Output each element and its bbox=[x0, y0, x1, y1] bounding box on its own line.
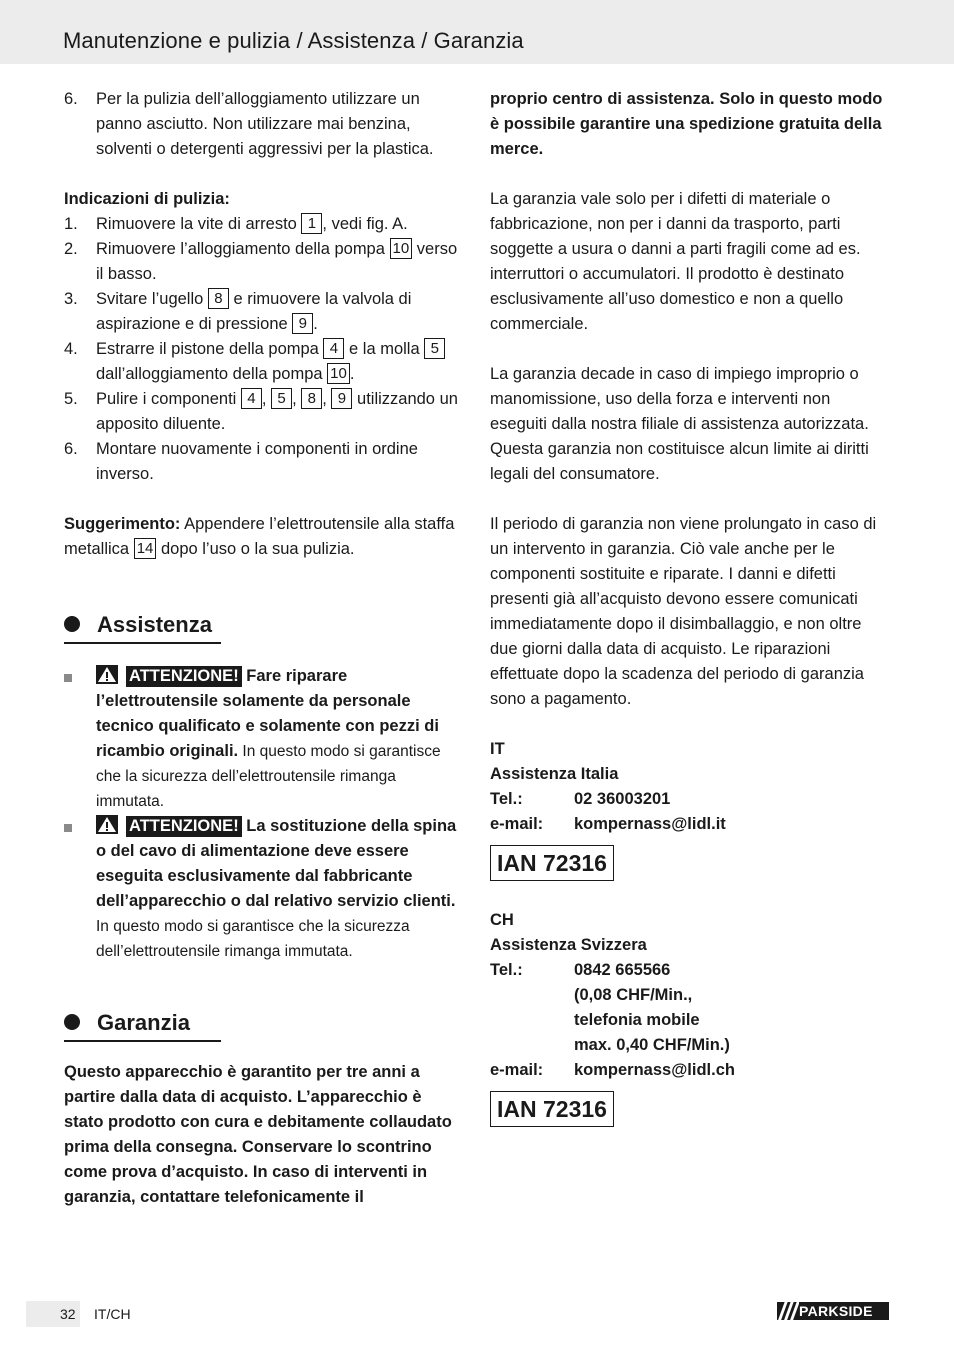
cleaning-step-1: 1. Rimuovere la vite di arresto 1 , vedi fig. A. bbox=[64, 215, 408, 233]
ref-box: 10 bbox=[390, 238, 413, 259]
attention-badge: ATTENZIONE! bbox=[126, 666, 242, 687]
language-code: IT/CH bbox=[94, 1306, 131, 1322]
ref-box: 8 bbox=[301, 388, 322, 409]
brand-logo: PARKSIDE bbox=[777, 1302, 889, 1320]
square-bullet-icon bbox=[64, 824, 72, 832]
bullet-dot-icon bbox=[64, 616, 80, 632]
cleaning-step-2: 2. Rimuovere l’alloggiamento della pompa 10 verso il basso. bbox=[64, 240, 458, 283]
paragraph-void: La garanzia decade in caso di impiego improprio o manomissione, uso della forza e interventi non eseguiti dalla nostra filiale di assistenza autorizzata. Questa garanzia non costituisce alcun limite ai diritti legali del consumatore. bbox=[490, 365, 869, 483]
page-number-box bbox=[26, 1301, 80, 1327]
warning-item-2: ATTENZIONE! La sostituzione della spina o del cavo di alimentazione deve essere eseguita esclusivamente dal fabbricante dell’apparecchio o dal relativo servizio clienti. In questo modo si garantisce che la sicurezza dell’elettroutensile rimanga immutata. bbox=[64, 814, 464, 964]
ref-box: 4 bbox=[323, 338, 344, 359]
page-header bbox=[0, 0, 954, 64]
page-title: Manutenzione e pulizia / Assistenza / Garanzia bbox=[63, 28, 524, 53]
email-ch: kompernass@lidl.ch bbox=[574, 1061, 735, 1079]
ref-box: 14 bbox=[134, 538, 157, 559]
page-number: 32 bbox=[60, 1306, 76, 1322]
ref-box: 10 bbox=[327, 363, 350, 384]
paragraph-defects: La garanzia vale solo per i difetti di materiale o fabbricazione, non per i danni da trasporto, parti soggette a usura o danni a parti fragili come ad es. interruttori o accumulatori. Il prodotto è destinato esclusivamente all’uso domestico e non a quello commerciale. bbox=[490, 190, 861, 333]
contact-ch: CH Assistenza Svizzera Tel.: 0842 665566 (0,08 CHF/Min., telefonia mobile max. 0,40 CHF/Min.) e-mail: kompernass@lidl.ch bbox=[490, 908, 890, 1083]
right-column bbox=[490, 87, 890, 1127]
ref-box: 5 bbox=[271, 388, 292, 409]
garanzia-continued: proprio centro di assistenza. Solo in questo modo è possibile garantire una spedizione gratuita della merce. bbox=[490, 90, 883, 158]
square-bullet-icon bbox=[64, 674, 72, 682]
ref-box: 1 bbox=[301, 213, 322, 234]
cleaning-title: Indicazioni di pulizia: bbox=[64, 190, 230, 208]
warning-triangle-icon bbox=[96, 665, 118, 684]
ref-box: 4 bbox=[241, 388, 262, 409]
logo-stripes-icon bbox=[777, 1302, 799, 1320]
section-garanzia-heading: Garanzia bbox=[64, 1008, 464, 1042]
left-column bbox=[64, 87, 464, 1210]
tip: Suggerimento: Appendere l’elettroutensile alla staffa metallica 14 dopo l’uso o la sua pulizia. bbox=[64, 515, 455, 558]
ian-box: IAN 72316 bbox=[490, 845, 614, 881]
ref-box: 9 bbox=[292, 313, 313, 334]
paragraph-period: Il periodo di garanzia non viene prolungato in caso di un intervento in garanzia. Ciò vale anche per le componenti sostituite e riparate. I danni e difetti presenti già all’acquisto devono essere comunicati immediatamente dopo il disimballaggio, e non oltre due giorni dalla data di acquisto. Le riparazioni effettuate dopo la scadenza del periodo di garanzia sono a pagamento. bbox=[490, 515, 877, 708]
ref-box: 5 bbox=[424, 338, 445, 359]
cleaning-step-4: 4. Estrarre il pistone della pompa 4 e la molla 5 dall’alloggiamento della pompa 10 . bbox=[64, 337, 464, 387]
contact-it: IT Assistenza Italia Tel.: 02 36003201 e-mail: kompernass@lidl.it bbox=[490, 737, 890, 837]
step-6: 6. Per la pulizia dell’alloggiamento utilizzare un panno asciutto. Non utilizzare mai benzina, solventi o detergenti aggressivi per la plastica. bbox=[64, 90, 434, 158]
ref-box: 9 bbox=[331, 388, 352, 409]
section-assistenza-heading: Assistenza bbox=[64, 610, 464, 644]
cleaning-step-6: 6. Montare nuovamente i componenti in ordine inverso. bbox=[64, 440, 418, 483]
cleaning-step-3: 3. Svitare l’ugello 8 e rimuovere la valvola di aspirazione e di pressione 9 . bbox=[64, 290, 412, 333]
bullet-dot-icon bbox=[64, 1014, 80, 1030]
cleaning-step-5: 5. Pulire i componenti 4 , 5 , 8 , 9 utilizzando un apposito diluente. bbox=[64, 390, 458, 433]
ian-box: IAN 72316 bbox=[490, 1091, 614, 1127]
garanzia-intro: Questo apparecchio è garantito per tre anni a partire dalla data di acquisto. L’apparecchio è stato prodotto con cura e debitamente collaudato prima della consegna. Conservare lo scontrino come prova d’acquisto. In caso di interventi in garanzia, contattare telefonicamente il bbox=[64, 1063, 452, 1206]
attention-badge: ATTENZIONE! bbox=[126, 816, 242, 837]
email-it: kompernass@lidl.it bbox=[574, 815, 726, 833]
warning-triangle-icon bbox=[96, 815, 118, 834]
warning-item-1: ATTENZIONE! Fare riparare l’elettroutensile solamente da personale tecnico qualificato e solamente con pezzi di ricambio originali. In questo modo si garantisce che la sicurezza dell’elettroutensile rimanga immutata. bbox=[64, 664, 464, 814]
ref-box: 8 bbox=[208, 288, 229, 309]
